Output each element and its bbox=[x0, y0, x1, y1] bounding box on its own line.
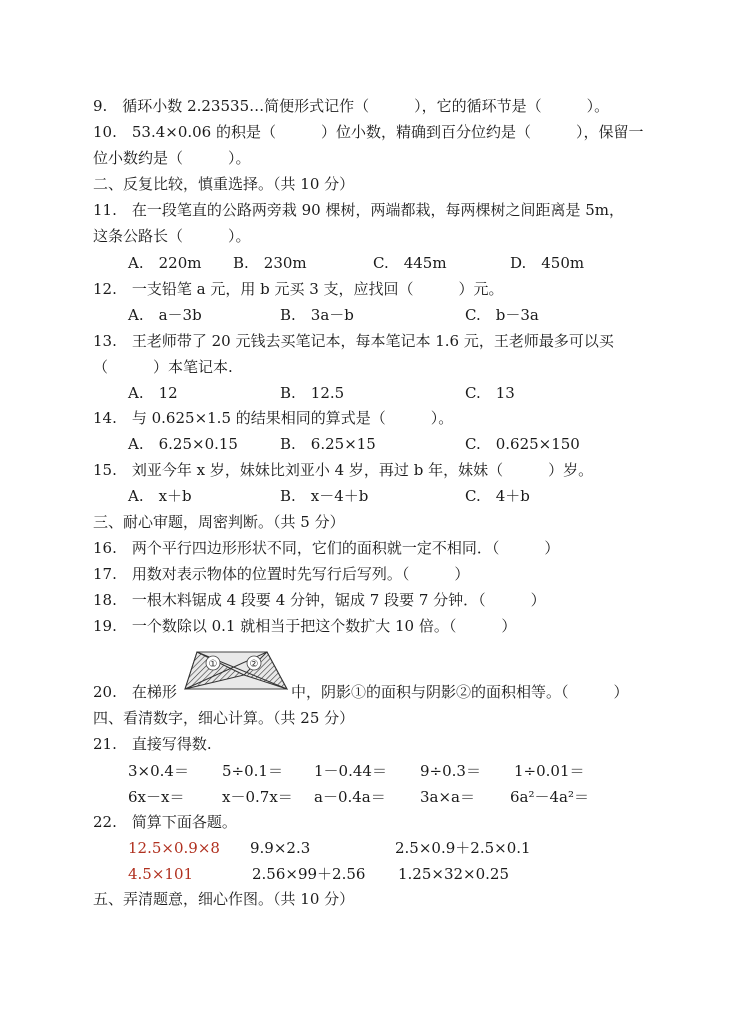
calc-item: a－0.4a＝ bbox=[314, 788, 386, 806]
calc-item: x－0.7x＝ bbox=[222, 788, 293, 806]
question-13-line2: （ ）本笔记本. bbox=[93, 358, 233, 376]
q12-option-c: C. b－3a bbox=[465, 306, 539, 324]
simplify-item: 12.5×0.9×8 bbox=[128, 839, 220, 857]
section-5-heading: 五、弄清题意，细心作图。（共 10 分） bbox=[93, 890, 355, 908]
simplify-item: 1.25×32×0.25 bbox=[398, 865, 510, 883]
question-17: 17. 用数对表示物体的位置时先写行后写列。（ ） bbox=[93, 565, 470, 583]
q13-option-a: A. 12 bbox=[128, 384, 178, 402]
question-16: 16. 两个平行四边形形状不同，它们的面积就一定不相同．（ ） bbox=[93, 539, 560, 557]
calc-item: 5÷0.1＝ bbox=[222, 762, 283, 780]
q15-option-b: B. x－4＋b bbox=[280, 487, 369, 505]
q11-option-a: A. 220m bbox=[128, 254, 202, 272]
calc-item: 1－0.44＝ bbox=[314, 762, 387, 780]
question-21: 21. 直接写得数. bbox=[93, 735, 212, 753]
q15-option-c: C. 4＋b bbox=[465, 487, 530, 505]
q13-option-c: C. 13 bbox=[465, 384, 515, 402]
question-22: 22. 简算下面各题。 bbox=[93, 813, 237, 831]
shaded-label-2: ② bbox=[249, 659, 259, 670]
simplify-item: 9.9×2.3 bbox=[250, 839, 311, 857]
question-10-line1: 10. 53.4×0.06 的积是（ ）位小数，精确到百分位约是（ ），保留一 bbox=[93, 123, 644, 141]
question-18: 18. 一根木料锯成 4 段要 4 分钟，锯成 7 段要 7 分钟．（ ） bbox=[93, 591, 546, 609]
shaded-label-1: ① bbox=[208, 659, 218, 670]
question-20-prefix: 20. 在梯形 bbox=[93, 683, 177, 701]
q12-option-b: B. 3a－b bbox=[280, 306, 354, 324]
simplify-item: 2.56×99＋2.56 bbox=[252, 865, 366, 883]
q11-option-c: C. 445m bbox=[373, 254, 447, 272]
question-19: 19. 一个数除以 0.1 就相当于把这个数扩大 10 倍。（ ） bbox=[93, 617, 517, 635]
question-20-suffix: 中，阴影①的面积与阴影②的面积相等。（ ） bbox=[291, 683, 629, 701]
calc-item: 1÷0.01＝ bbox=[514, 762, 585, 780]
q14-option-a: A. 6.25×0.15 bbox=[128, 435, 238, 453]
calc-item: 6a²－4a²＝ bbox=[510, 788, 589, 806]
calc-item: 6x－x＝ bbox=[128, 788, 185, 806]
q11-option-b: B. 230m bbox=[233, 254, 307, 272]
question-15: 15. 刘亚今年 x 岁，妹妹比刘亚小 4 岁，再过 b 年，妹妹（ ）岁。 bbox=[93, 461, 594, 479]
q14-option-b: B. 6.25×15 bbox=[280, 435, 376, 453]
simplify-item: 4.5×101 bbox=[128, 865, 194, 883]
simplify-item: 2.5×0.9＋2.5×0.1 bbox=[395, 839, 531, 857]
q14-option-c: C. 0.625×150 bbox=[465, 435, 580, 453]
q12-option-a: A. a－3b bbox=[128, 306, 202, 324]
q11-option-d: D. 450m bbox=[510, 254, 585, 272]
question-10-line2: 位小数约是（ ）。 bbox=[93, 149, 251, 167]
question-14: 14. 与 0.625×1.5 的结果相同的算式是（ ）。 bbox=[93, 409, 454, 427]
question-11-line2: 这条公路长（ ）。 bbox=[93, 227, 251, 245]
q13-option-b: B. 12.5 bbox=[280, 384, 345, 402]
calc-item: 9÷0.3＝ bbox=[420, 762, 481, 780]
section-2-heading: 二、反复比较，慎重选择。（共 10 分） bbox=[93, 175, 355, 193]
calc-item: 3×0.4＝ bbox=[128, 762, 189, 780]
question-9: 9. 循环小数 2.23535…简便形式记作（ ），它的循环节是（ ）。 bbox=[93, 97, 610, 115]
question-12: 12. 一支铅笔 a 元，用 b 元买 3 支，应找回（ ）元。 bbox=[93, 280, 504, 298]
question-13-line1: 13. 王老师带了 20 元钱去买笔记本，每本笔记本 1.6 元，王老师最多可以买 bbox=[93, 332, 614, 350]
q15-option-a: A. x＋b bbox=[128, 487, 192, 505]
trapezoid-figure bbox=[183, 649, 289, 691]
question-11-line1: 11. 在一段笔直的公路两旁栽 90 棵树，两端都栽，每两棵树之间距离是 5m， bbox=[93, 201, 625, 219]
section-3-heading: 三、耐心审题，周密判断。（共 5 分） bbox=[93, 513, 345, 531]
section-4-heading: 四、看清数字，细心计算。（共 25 分） bbox=[93, 709, 355, 727]
calc-item: 3a×a＝ bbox=[420, 788, 475, 806]
